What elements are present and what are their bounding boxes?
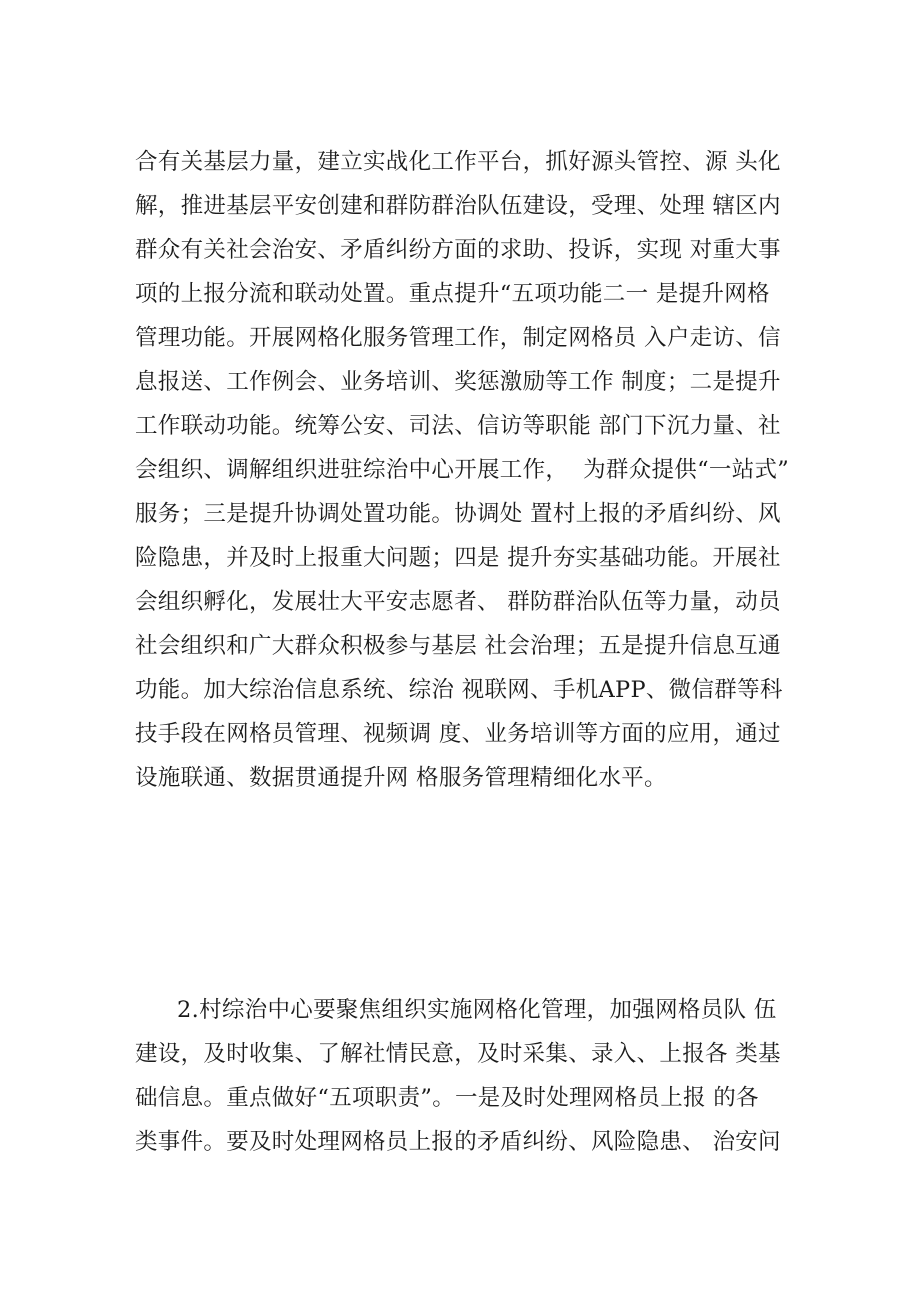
text-line: 社会组织和广大群众积极参与基层 社会治理；五是提升信息互通 [135, 633, 781, 659]
text-line: 2.村综治中心要聚焦组织实施网格化管理，加强网格员队 伍 [177, 997, 777, 1023]
text-line: 项的上报分流和联动处置。重点提升“五项功能二一 是提升网格 [135, 281, 770, 307]
text-line: 服务；三是提升协调处置功能。协调处 置村上报的矛盾纠纷、风 [135, 501, 781, 527]
text-line: 础信息。重点做好“五项职责”。一是及时处理网格员上报 的各 [135, 1085, 759, 1111]
text-line: 建设，及时收集、了解社情民意，及时采集、录入、上报各 类基 [135, 1041, 781, 1067]
text-line: 会组织、调解组织进驻综治中心开展工作， 为群众提供“一站式” [135, 457, 790, 483]
paragraph-1 [135, 140, 795, 800]
text-line: 工作联动功能。统筹公安、司法、信访等职能 部门下沉力量、社 [135, 413, 781, 439]
text-line: 管理功能。开展网格化服务管理工作，制定网格员 入户走访、信 [135, 325, 781, 351]
text-line: 险隐患，并及时上报重大问题；四是 提升夯实基础功能。开展社 [135, 545, 781, 571]
text-line: 设施联通、数据贯通提升网 格服务管理精细化水平。 [135, 765, 667, 791]
text-line: 解，推进基层平安创建和群防群治队伍建设，受理、处理 辖区内 [135, 193, 781, 219]
text-line: 类事件。要及时处理网格员上报的矛盾纠纷、风险隐患、 治安问 [135, 1129, 781, 1155]
text-line: 群众有关社会治安、矛盾纠纷方面的求助、投诉，实现 对重大事 [135, 237, 781, 263]
text-line: 息报送、工作例会、业务培训、奖惩激励等工作 制度；二是提升 [135, 369, 781, 395]
paragraph-2 [135, 988, 795, 1164]
text-line: 会组织孵化，发展壮大平安志愿者、 群防群治队伍等力量，动员 [135, 589, 781, 615]
text-line: 技手段在网格员管理、视频调 度、业务培训等方面的应用，通过 [135, 721, 781, 747]
text-line: 合有关基层力量，建立实战化工作平台，抓好源头管控、源 头化 [135, 149, 781, 175]
text-line: 功能。加大综治信息系统、综治 视联网、手机APP、微信群等科 [135, 677, 783, 703]
